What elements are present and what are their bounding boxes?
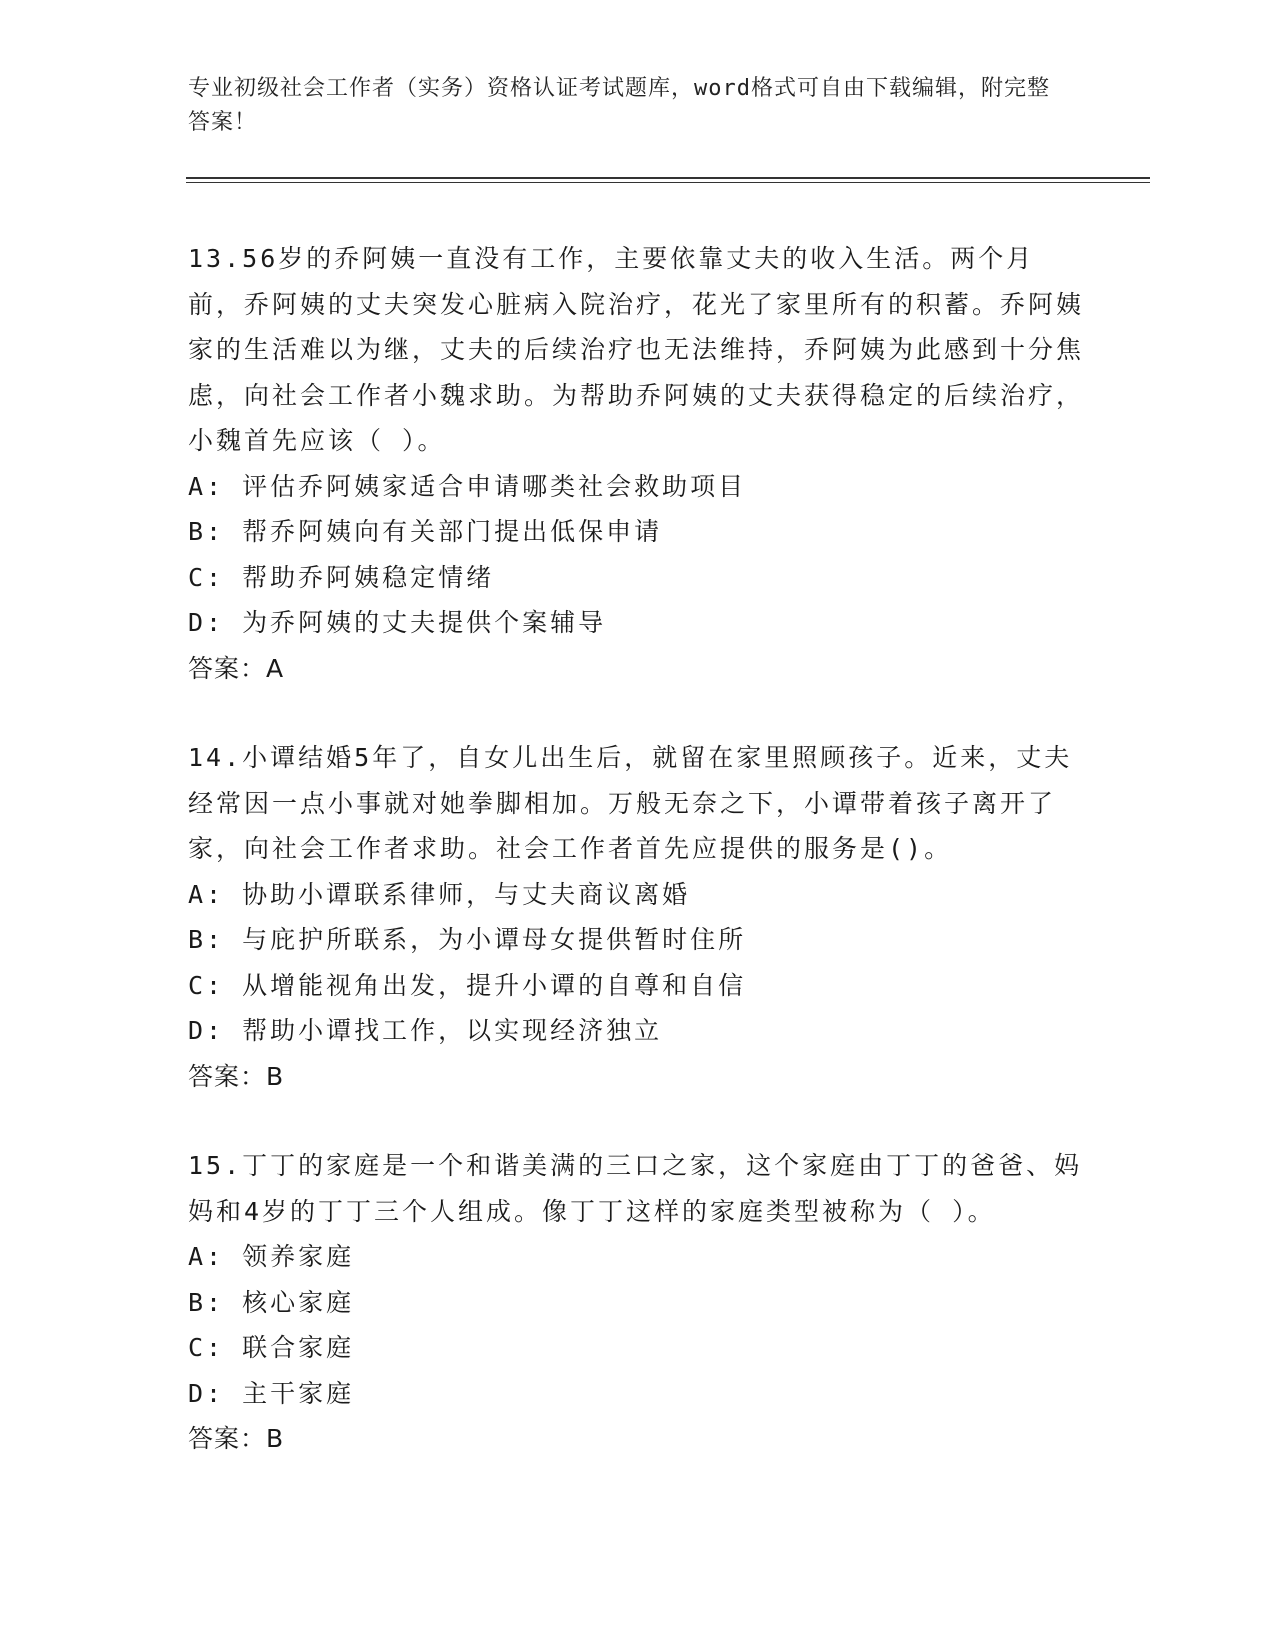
option-key: C: — [188, 970, 225, 1000]
option-text: 为乔阿姨的丈夫提供个案辅导 — [242, 608, 607, 637]
header-rule-thick — [186, 177, 1150, 179]
document-header: 专业初级社会工作者（实务）资格认证考试题库，word格式可自由下载编辑，附完整答案！ — [188, 76, 1050, 135]
question-list — [188, 236, 1088, 1462]
option-text: 与庇护所联系，为小谭母女提供暂时住所 — [242, 925, 747, 954]
option-key: C: — [188, 1333, 225, 1362]
option-text: 帮乔阿姨向有关部门提出低保申请 — [242, 517, 663, 546]
option-d — [188, 1008, 1088, 1054]
option-text: 主干家庭 — [242, 1378, 355, 1408]
option-key: A: — [188, 879, 225, 909]
option-a — [188, 1234, 1088, 1280]
option-b — [188, 917, 1088, 963]
option-a — [188, 464, 1088, 510]
option-key: B: — [188, 1287, 225, 1317]
option-c — [188, 555, 1088, 601]
option-key: A: — [188, 471, 225, 501]
answer-line: 答案：B — [188, 1424, 285, 1453]
question-14 — [188, 735, 1088, 1099]
option-d — [188, 600, 1088, 646]
option-text: 核心家庭 — [242, 1287, 355, 1317]
option-text: 评估乔阿姨家适合申请哪类社会救助项目 — [242, 471, 747, 501]
option-key: A: — [188, 1242, 225, 1271]
answer-line: 答案：B — [188, 1061, 285, 1091]
option-a — [188, 872, 1088, 918]
question-13 — [188, 236, 1088, 691]
option-text: 帮助乔阿姨稳定情绪 — [242, 562, 495, 592]
option-text: 从增能视角出发，提升小谭的自尊和自信 — [242, 970, 747, 1000]
option-text: 帮助小谭找工作，以实现经济独立 — [242, 1016, 663, 1045]
option-key: D: — [188, 1378, 225, 1408]
option-key: B: — [188, 517, 225, 546]
option-d — [188, 1371, 1088, 1417]
option-text: 领养家庭 — [242, 1242, 355, 1271]
option-text: 协助小谭联系律师，与丈夫商议离婚 — [242, 879, 691, 909]
question-15 — [188, 1143, 1088, 1462]
option-c — [188, 1325, 1088, 1371]
option-key: C: — [188, 562, 225, 592]
option-key: D: — [188, 608, 225, 637]
option-key: D: — [188, 1016, 225, 1045]
option-c — [188, 963, 1088, 1009]
question-stem: 15.丁丁的家庭是一个和谐美满的三口之家，这个家庭由丁丁的爸爸、妈妈和4岁的丁丁三个人组成。像丁丁这样的家庭类型被称为（ ）。 — [188, 1151, 1083, 1226]
option-b — [188, 1280, 1088, 1326]
question-stem: 14.小谭结婚5年了，自女儿出生后，就留在家里照顾孩子。近来，丈夫经常因一点小事就对她拳脚相加。万般无奈之下，小谭带着孩子离开了家，向社会工作者求助。社会工作者首先应提供的服务是()。 — [188, 743, 1073, 863]
option-b — [188, 509, 1088, 555]
answer-line: 答案：A — [188, 653, 285, 683]
option-key: B: — [188, 925, 225, 954]
question-stem: 13.56岁的乔阿姨一直没有工作，主要依靠丈夫的收入生活。两个月前，乔阿姨的丈夫突发心脏病入院治疗，花光了家里所有的积蓄。乔阿姨家的生活难以为继，丈夫的后续治疗也无法维持，乔阿姨为此感到十分焦虑，向社会工作者小魏求助。为帮助乔阿姨的丈夫获得稳定的后续治疗，小魏首先应该（ ）。 — [188, 244, 1085, 455]
option-text: 联合家庭 — [242, 1333, 355, 1362]
header-rule-thin — [186, 182, 1150, 183]
